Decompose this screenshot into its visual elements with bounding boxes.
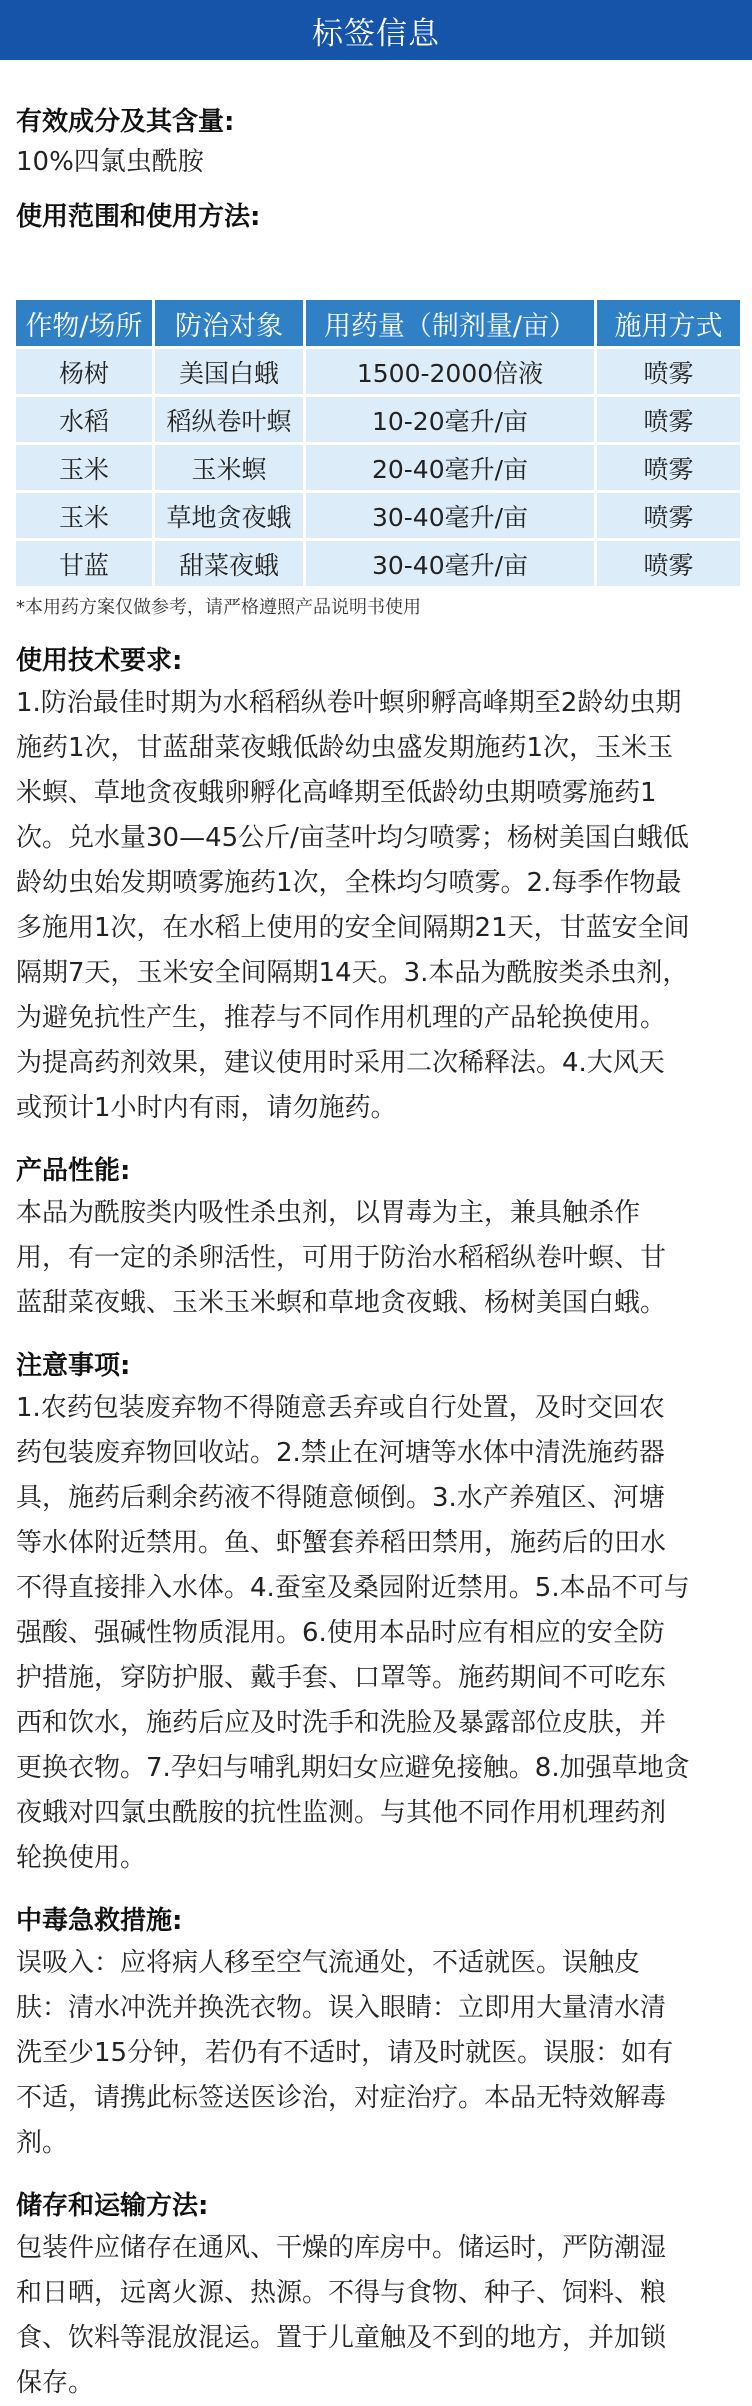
- table-row: [16, 349, 740, 394]
- technique-line: 为避免抗性产生，推荐与不同作用机理的产品轮换使用。: [16, 1003, 667, 1033]
- column-header-method: 施用方式: [597, 300, 740, 346]
- precautions-line: 夜蛾对四氯虫酰胺的抗性监测。与其他不同作用机理药剂: [16, 1798, 667, 1828]
- table-cell-target: 玉米螟: [155, 445, 303, 490]
- storage-text: [16, 2226, 734, 2406]
- first-aid-line: 肤：清水冲洗并换洗衣物。误入眼睛：立即用大量清水清: [16, 1993, 667, 2023]
- usage-section: [16, 199, 734, 235]
- first-aid-line: 洗至少15分钟，若仍有不适时，请及时就医。误服：如有: [16, 2038, 674, 2068]
- storage-line: 和日晒，远离火源、热源。不得与食物、种子、饲料、粮: [16, 2278, 667, 2308]
- column-header-target: 防治对象: [155, 300, 303, 346]
- precautions-line: 等水体附近禁用。鱼、虾蟹套养稻田禁用，施药后的田水: [16, 1528, 667, 1558]
- technique-title: 使用技术要求:: [16, 646, 183, 676]
- table-row: [16, 445, 740, 490]
- technique-section: [16, 643, 734, 1131]
- technique-line: 龄幼虫始发期喷雾施药1次，全株均匀喷雾。2.每季作物最: [16, 868, 682, 898]
- page-title: 标签信息: [312, 15, 440, 52]
- table-cell-crop: 玉米: [16, 445, 152, 490]
- table-cell-method: 喷雾: [597, 349, 740, 394]
- ingredient-value: 10%四氯虫酰胺: [16, 147, 204, 177]
- first-aid-line: 不适，请携此标签送医诊治，对症治疗。本品无特效解毒: [16, 2083, 667, 2113]
- performance-title: 产品性能:: [16, 1156, 131, 1186]
- technique-line: 多施用1次，在水稻上使用的安全间隔期21天，甘蓝安全间: [16, 913, 690, 943]
- storage-line: 保存。: [16, 2368, 95, 2398]
- performance-line: 本品为酰胺类内吸性杀虫剂，以胃毒为主，兼具触杀作: [16, 1198, 641, 1228]
- precautions-title: 注意事项:: [16, 1351, 131, 1381]
- storage-section: [16, 2188, 734, 2406]
- table-row: [16, 541, 740, 586]
- table-cell-dosage: 30-40毫升/亩: [306, 541, 594, 586]
- table-cell-crop: 甘蓝: [16, 541, 152, 586]
- table-cell-target: 甜菜夜蛾: [155, 541, 303, 586]
- storage-title: 储存和运输方法:: [16, 2191, 209, 2221]
- precautions-line: 不得直接排入水体。4.蚕室及桑园附近禁用。5.本品不可与: [16, 1573, 690, 1603]
- precautions-text: [16, 1386, 734, 1881]
- ingredient-title: 有效成分及其含量:: [16, 107, 235, 137]
- table-cell-dosage: 30-40毫升/亩: [306, 493, 594, 538]
- precautions-line: 护措施，穿防护服、戴手套、口罩等。施药期间不可吃东: [16, 1663, 667, 1693]
- storage-line: 食、饮料等混放混运。置于儿童触及不到的地方，并加锁: [16, 2323, 667, 2353]
- label-content: [0, 60, 752, 2406]
- usage-title: 使用范围和使用方法:: [16, 202, 261, 232]
- table-cell-crop: 玉米: [16, 493, 152, 538]
- technique-line: 1.防治最佳时期为水稻稻纵卷叶螟卵孵高峰期至2龄幼虫期: [16, 688, 682, 718]
- precautions-section: [16, 1348, 734, 1881]
- precautions-line: 具，施药后剩余药液不得随意倾倒。3.水产养殖区、河塘: [16, 1483, 665, 1513]
- table-cell-crop: 水稻: [16, 397, 152, 442]
- table-cell-method: 喷雾: [597, 541, 740, 586]
- dosage-table-note: *本用药方案仅做参考，请严格遵照产品说明书使用: [16, 597, 421, 618]
- table-cell-target: 草地贪夜蛾: [155, 493, 303, 538]
- precautions-line: 1.农药包装废弃物不得随意丢弃或自行处置，及时交回农: [16, 1393, 665, 1423]
- table-row: [16, 493, 740, 538]
- ingredient-section: [16, 60, 734, 185]
- table-cell-target: 美国白蛾: [155, 349, 303, 394]
- table-cell-method: 喷雾: [597, 493, 740, 538]
- table-row: [16, 397, 740, 442]
- technique-line: 米螟、草地贪夜蛾卵孵化高峰期至低龄幼虫期喷雾施药1: [16, 778, 657, 808]
- table-cell-dosage: 20-40毫升/亩: [306, 445, 594, 490]
- performance-line: 蓝甜菜夜蛾、玉米玉米螟和草地贪夜蛾、杨树美国白蛾。: [16, 1288, 667, 1318]
- first-aid-section: [16, 1903, 734, 2166]
- table-cell-method: 喷雾: [597, 397, 740, 442]
- technique-line: 施药1次，甘蓝甜菜夜蛾低龄幼虫盛发期施药1次，玉米玉: [16, 733, 674, 763]
- dosage-table-header-row: [16, 300, 740, 346]
- column-header-dosage: 用药量（制剂量/亩）: [306, 300, 594, 346]
- precautions-line: 药包装废弃物回收站。2.禁止在河塘等水体中清洗施药器: [16, 1438, 665, 1468]
- precautions-line: 更换衣物。7.孕妇与哺乳期妇女应避免接触。8.加强草地贪: [16, 1753, 690, 1783]
- precautions-line: 轮换使用。: [16, 1843, 147, 1873]
- table-cell-target: 稻纵卷叶螟: [155, 397, 303, 442]
- table-cell-dosage: 10-20毫升/亩: [306, 397, 594, 442]
- table-cell-dosage: 1500-2000倍液: [306, 349, 594, 394]
- performance-line: 用，有一定的杀卵活性，可用于防治水稻稻纵卷叶螟、甘: [16, 1243, 667, 1273]
- table-cell-method: 喷雾: [597, 445, 740, 490]
- precautions-line: 西和饮水，施药后应及时洗手和洗脸及暴露部位皮肤，并: [16, 1708, 667, 1738]
- technique-line: 次。兑水量30—45公斤/亩茎叶均匀喷雾；杨树美国白蛾低: [16, 823, 689, 853]
- storage-line: 包装件应储存在通风、干燥的库房中。储运时，严防潮湿: [16, 2233, 667, 2263]
- technique-line: 隔期7天，玉米安全间隔期14天。3.本品为酰胺类杀虫剂，: [16, 958, 689, 988]
- technique-text: [16, 681, 734, 1131]
- technique-line: 或预计1小时内有雨，请勿施药。: [16, 1093, 397, 1123]
- column-header-crop: 作物/场所: [16, 300, 152, 346]
- first-aid-line: 剂。: [16, 2128, 69, 2158]
- precautions-line: 强酸、强碱性物质混用。6.使用本品时应有相应的安全防: [16, 1618, 665, 1648]
- first-aid-text: [16, 1941, 734, 2166]
- page-header: [0, 0, 752, 60]
- first-aid-line: 误吸入：应将病人移至空气流通处，不适就医。误触皮: [16, 1948, 641, 1978]
- dosage-table: [13, 297, 743, 589]
- technique-line: 为提高药剂效果，建议使用时采用二次稀释法。4.大风天: [16, 1048, 665, 1078]
- first-aid-title: 中毒急救措施:: [16, 1906, 183, 1936]
- performance-section: [16, 1153, 734, 1326]
- table-cell-crop: 杨树: [16, 349, 152, 394]
- performance-text: [16, 1191, 734, 1326]
